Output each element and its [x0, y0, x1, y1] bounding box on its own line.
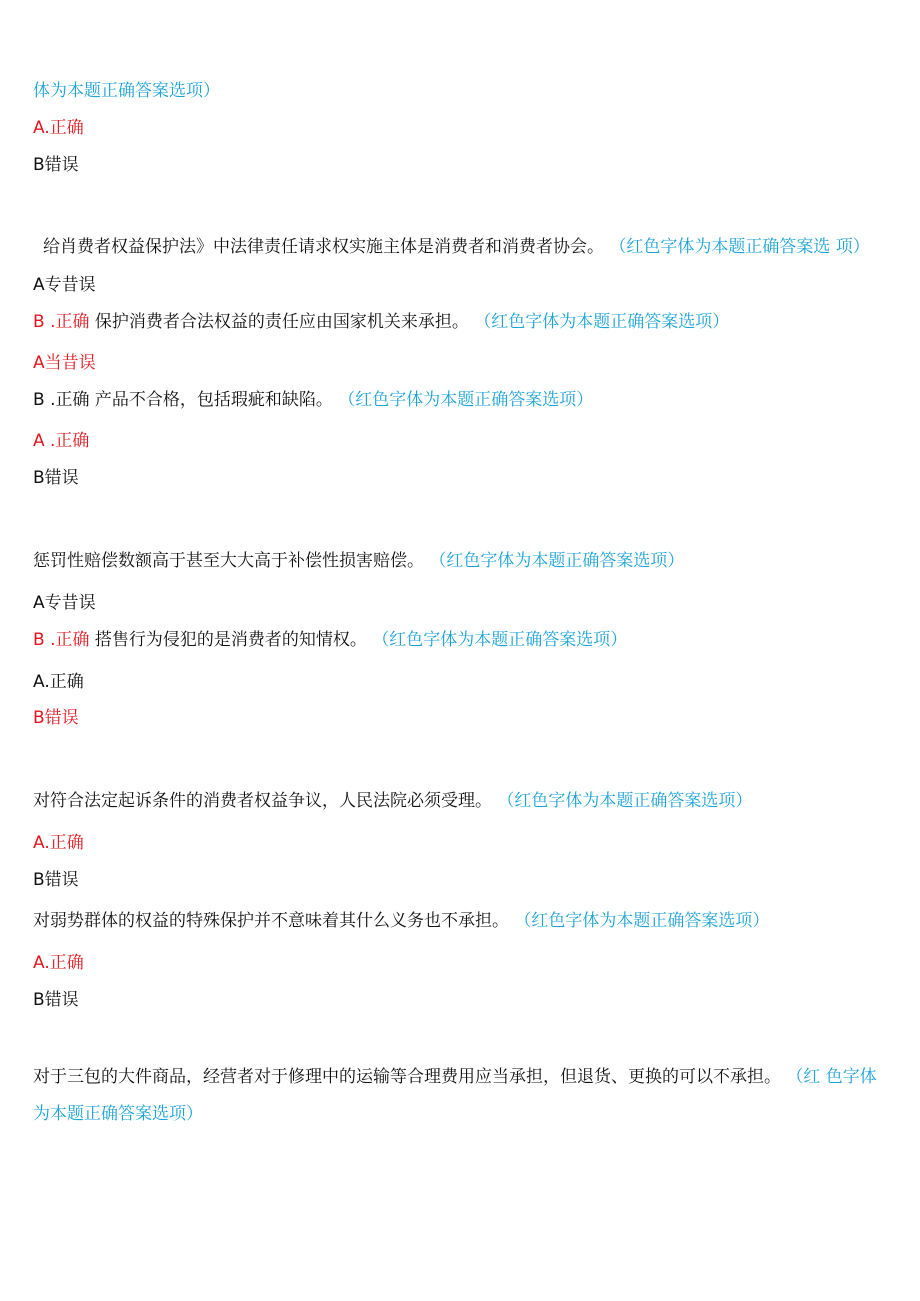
answer-note: （红色字体为本题正确答案选 项）: [609, 237, 870, 257]
option-label: A .正确: [33, 431, 90, 451]
option-a: [33, 353, 96, 373]
option-a: [33, 672, 84, 692]
option-b: [33, 870, 79, 890]
question-line: [43, 237, 870, 257]
answer-note: 为本题正确答案选项）: [33, 1104, 203, 1124]
option-a: [33, 953, 84, 973]
option-label: B .正确: [33, 390, 90, 410]
answer-note-continuation: [33, 1104, 203, 1124]
option-label: A专昔误: [33, 275, 96, 295]
question-text: 搭售行为侵犯的是消费者的知情权。: [94, 630, 367, 650]
question-text: 给肖费者权益保护法》中法律责任请求权实施主体是消费者和消费者协会。: [43, 237, 604, 257]
option-label: B错误: [33, 155, 79, 175]
answer-note: （红色字体为本题正确答案选项）: [514, 911, 770, 931]
question-text: 对于三包的大件商品，经营者对于修理中的运输等合理费用应当承担，但退货、更换的可以不承担。: [33, 1067, 781, 1087]
answer-note: （红色字体为本题正确答案选项）: [338, 390, 594, 410]
option-label: B错误: [33, 708, 79, 728]
option-b: [33, 990, 79, 1010]
option-b: [33, 468, 79, 488]
answer-note: （红 色字体: [786, 1067, 877, 1087]
answer-note: （红色字体为本题正确答案选项）: [372, 630, 628, 650]
option-a: [33, 275, 96, 295]
option-label: B错误: [33, 870, 79, 890]
option-b: [33, 155, 79, 175]
option-b-with-question: [33, 312, 729, 332]
option-label: A.正确: [33, 672, 84, 692]
question-line: [33, 551, 684, 571]
question-text: 保护消费者合法权益的责任应由国家机关来承担。: [94, 312, 469, 332]
option-a: [33, 431, 89, 451]
option-label: A.正确: [33, 953, 84, 973]
question-line: [33, 911, 769, 931]
option-a: [33, 118, 84, 138]
answer-note: （红色字体为本题正确答案选项）: [429, 551, 685, 571]
answer-note: 体为本题正确答案选项）: [33, 81, 220, 101]
option-label: B错误: [33, 990, 79, 1010]
option-label: B .正确: [33, 312, 90, 332]
answer-note: （红色字体为本题正确答案选项）: [474, 312, 730, 332]
question-line: [33, 1067, 877, 1087]
question-text: 惩罚性赔偿数额高于甚至大大高于补偿性损害赔偿。: [33, 551, 424, 571]
question-text: 产品不合格，包括瑕疵和缺陷。: [94, 390, 333, 410]
option-b: [33, 708, 79, 728]
option-label: A当昔误: [33, 353, 96, 373]
option-b-with-question: [33, 630, 627, 650]
question-text: 对弱势群体的权益的特殊保护并不意味着其什么义务也不承担。: [33, 911, 509, 931]
option-a: [33, 593, 96, 613]
answer-note-continuation: [33, 81, 220, 101]
answer-note: （红色字体为本题正确答案选项）: [497, 791, 753, 811]
question-line: [33, 791, 752, 811]
question-text: 对符合法定起诉条件的消费者权益争议，人民法院必须受理。: [33, 791, 492, 811]
option-label: B .正确: [33, 630, 90, 650]
option-a: [33, 833, 84, 853]
option-label: A专昔误: [33, 593, 96, 613]
option-label: A.正确: [33, 118, 84, 138]
option-b-with-question: [33, 390, 593, 410]
option-label: A.正确: [33, 833, 84, 853]
option-label: B错误: [33, 468, 79, 488]
